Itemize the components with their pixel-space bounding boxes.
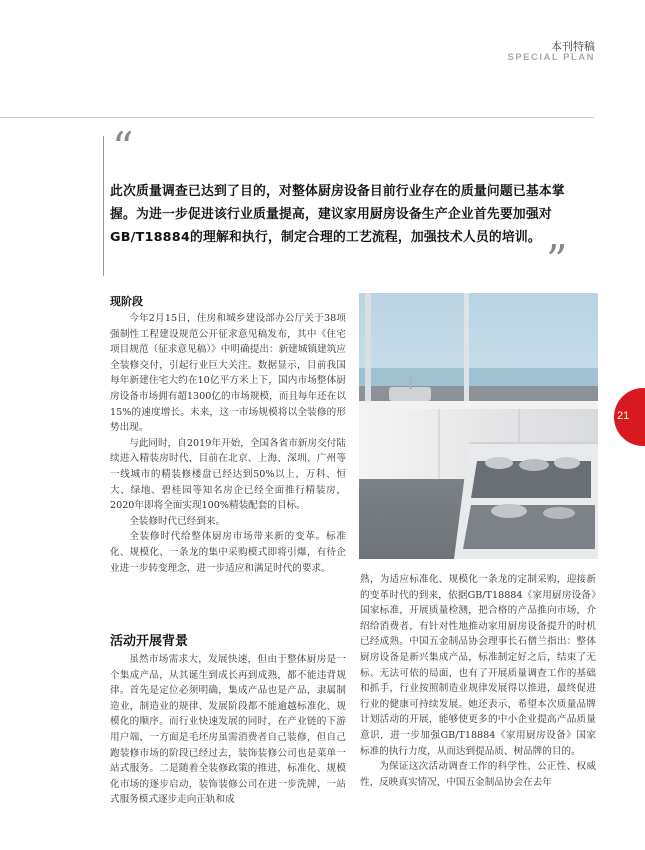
section-title-current-stage: 现阶段 [110, 295, 143, 308]
section-title-background: 活动开展背景 [110, 634, 189, 649]
header-divider [0, 117, 594, 118]
article-column-right [360, 572, 596, 790]
section-header-cn: 本刊特稿 [551, 41, 595, 53]
section-header-en: SPECIAL PLAN [507, 52, 595, 63]
paragraph: 今年2月15日，住房和城乡建设部办公厅关于38项强制性工程建设规范公开征求意见稿发布，其中《住宅项目规范（征求意见稿）》中明确提出：新建城镇建筑应全装修交付，引起行业巨大关注。数据显示，目前我国每年新建住宅大约在10亿平方米上下，国内市场整体厨房设备市场拥有超1300亿的市场规模，而且每年还在以15%的速度增长。未来，这一市场规模将以全装修的形势出现。 [110, 313, 346, 434]
paragraph: 全装修时代给整体厨房市场带来新的变革。标准化、规模化、一条龙的集中采购模式即将引爆，有待企业进一步转变理念，进一步适应和满足时代的要求。 [110, 531, 346, 574]
paragraph: 全装修时代已经到来。 [129, 515, 226, 527]
pull-quote: 此次质量调查已达到了目的，对整体厨房设备目前行业存在的质量问题已基本掌握。为进一步促进该行业质量提高，建议家用厨房设备生产企业首先要加强对GB/T18884的理解和执行，制定合理的工艺流程，加强技术人员的培训。 [110, 184, 565, 245]
open-quote-mark: “ [112, 123, 134, 172]
page-number-tab [614, 388, 645, 446]
paragraph: 与此同时，自2019年开始，全国各省市新房交付陆续进入精装房时代，目前在北京、上海、深圳、广州等一线城市的精装修楼盘已经达到50%以上，万科、恒大、绿地、碧桂园等知名房企已经全面推行精装房，2020年即将全面实现100%精装配套的目标。 [110, 437, 346, 512]
paragraph: 熟，为适应标准化、规模化一条龙的定制采购，迎接新的变革时代的到来，依据GB/T18884《家用厨房设备》国家标准，开展质量检测，把合格的产品推向市场，介绍给消费者，有针对性地推动家用厨房设备提升的时机已经成熟。中国五金制品协会理事长石僧兰指出：整体厨房设备是新兴集成产品，标准制定好之后，结束了无标、无法可依的局面，也有了开展质量调查工作的基础和抓手，行业按照制造业规律发展得以推进，最终促进行业的健康可持续发展。她还表示，希望本次质量品牌计划活动的开展，能够使更多的中小企业提高产品质量意识，进一步加强GB/T18884《家用厨房设备》国家标准的执行力度，从而达到提品质、树品牌的目的。 [360, 574, 596, 757]
page-number: 21 [617, 410, 630, 422]
article-column-left-bottom [110, 652, 346, 808]
paragraph: 为保证这次活动调查工作的科学性、公正性、权威性，反映真实情况，中国五金制品协会在去年 [360, 761, 596, 788]
paragraph: 虽然市场需求大，发展快速，但由于整体厨房是一个集成产品，从其诞生到成长再到成熟，都不能违背规律。首先是定位必须明确，集成产品也是产品，隶属制造业，制造业的规律、发展阶段都不能逾越标准化、规模化的顺序。而行业快速发展的同时，在产业链的下游用户端，一方面是毛坯房虽需消费者自己装修，但自己跑装修市场的阶段已经过去，装饰装修公司也是菜单一站式服务。二是随着全装修政策的推进，标准化、规模化市场的逐步启动，装饰装修公司在进一步洗牌，一站式服务模式逐步走向正轨和成 [110, 654, 346, 806]
kitchen-photo [359, 293, 598, 559]
close-quote-mark: ” [546, 236, 568, 285]
article-column-left-top [110, 311, 346, 576]
quote-side-bar [103, 136, 104, 276]
